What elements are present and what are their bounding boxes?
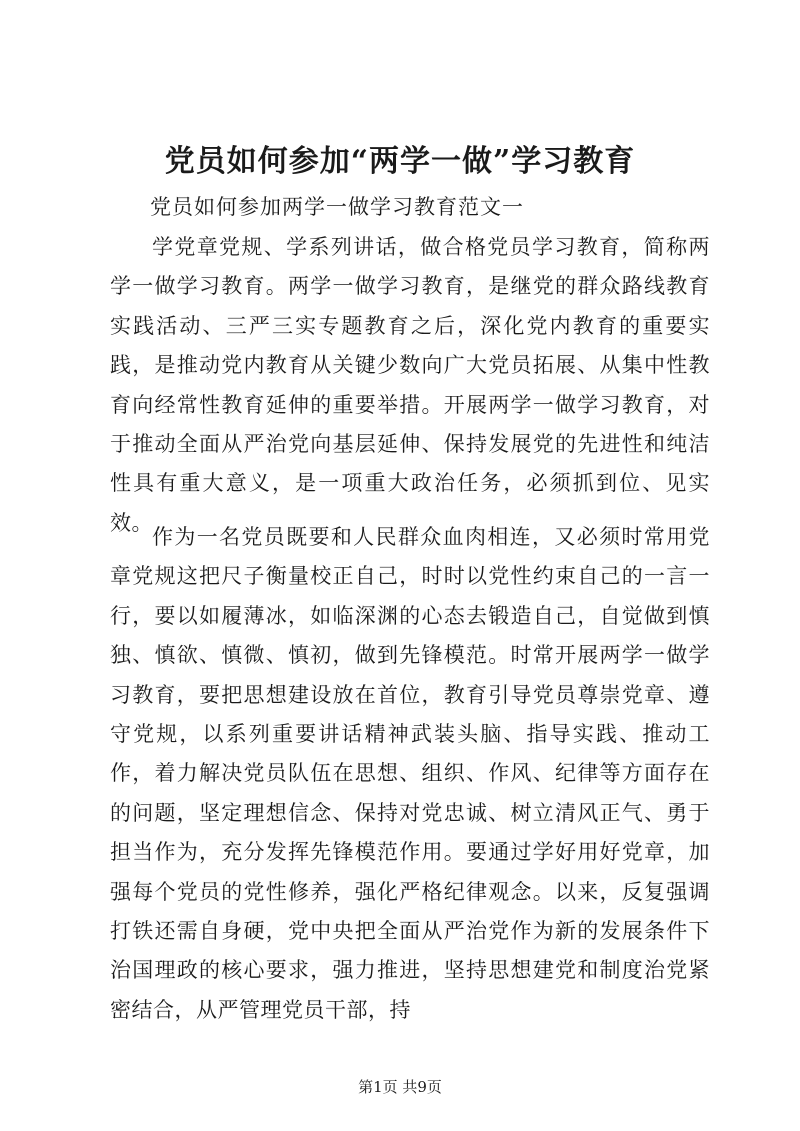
- body-paragraph-2: 作为一名党员既要和人民群众血肉相连，又必须时常用党章党规这把尺子衡量校正自己，时时以党性约束自己的一言一行，要以如履薄冰，如临深渊的心态去锻造自己，自觉做到慎独、慎欲、慎微、慎初，做到先锋模范。时常开展两学一做学习教育，要把思想建设放在首位，教育引导党员尊崇党章、遵守党规，以系列重要讲话精神武装头脑、指导实践、推动工作，着力解决党员队伍在思想、组织、作风、纪律等方面存在的问题，坚定理想信念、保持对党忠诚、树立清风正气、勇于担当作为，充分发挥先锋模范作用。要通过学好用好党章，加强每个党员的党性修养，强化严格纪律观念。以来，反复强调打铁还需自身硬，党中央把全面从严治党作为新的发展条件下治国理政的核心要求，强力推进，坚持思想建党和制度治党紧密结合，从严管理党员干部，持: [110, 525, 710, 1022]
- page-number-footer: 第1页 共9页: [358, 1078, 442, 1096]
- document-subtitle: 党员如何参加两学一做学习教育范文一: [150, 195, 524, 219]
- body-paragraph-1: 学党章党规、学系列讲话，做合格党员学习教育，简称两学一做学习教育。两学一做学习教育，是继党的群众路线教育实践活动、三严三实专题教育之后，深化党内教育的重要实践，是推动党内教育从关键少数向广大党员拓展、从集中性教育向经常性教育延伸的重要举措。开展两学一做学习教育，对于推动全面从严治党向基层延伸、保持发展党的先进性和纯洁性具有重大意义，是一项重大政治任务，必须抓到位、见实效。: [110, 235, 710, 535]
- document-title: 党员如何参加“两学一做”学习教育: [164, 144, 636, 179]
